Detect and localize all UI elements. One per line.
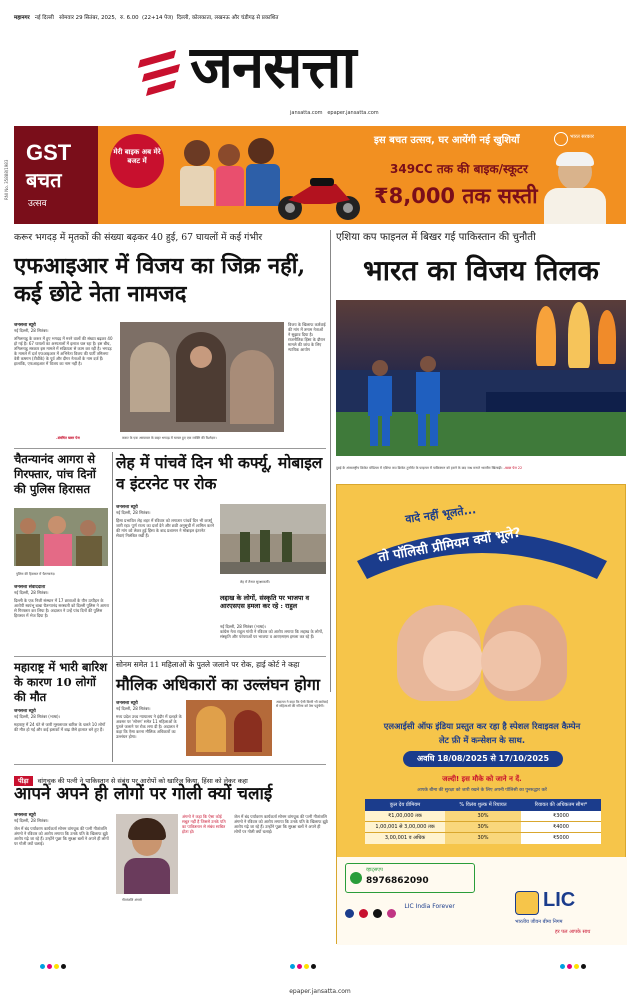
lic-period-badge [403, 751, 563, 767]
maharashtra-byline: जनसत्ता ब्यूरो [14, 709, 36, 714]
leh-text-column [116, 504, 214, 652]
lic-cell: ₹1,00,000 तक [388, 813, 422, 819]
stadium-board [486, 392, 626, 412]
masthead-title: जनसत्ता [190, 33, 356, 101]
karur-jump[interactable]: –संबंधित खबर पेज [56, 436, 80, 440]
leh-body: हिंसा प्रभावित लेह शहर में रविवार को लगातार पांचवें दिन भी कर्फ्यू जारी रहा। पूर्ण राज्य का दर्जा देने और छठी अनुसूची में शामिल करने की मांग को लेकर हुई हिंसा के बाद प्रशासन ने मोबाइल इंटरनेट सेवाएं निलंबित रखी हैं। [116, 518, 214, 538]
facebook-icon[interactable] [345, 909, 354, 918]
lic-brand-hindi: भारतीय जीवन बीमा निगम [515, 919, 563, 925]
lic-table-header [365, 799, 601, 811]
asia-caption [336, 466, 626, 470]
chaitanya-headline: चैतन्यानंद आगरा से गिरफ्तार, पांच दिनों की पुलिस हिरासत [14, 452, 96, 496]
sonam-caption-column [276, 700, 328, 760]
lic-cell: ₹5000 [521, 833, 601, 844]
wangchuk-strap-row [14, 768, 326, 785]
wangchuk-dateline: नई दिल्ली, 28 सितंबर। [14, 818, 49, 823]
lic-banner-line2: तो पॉलिसी प्रीमियम क्यों भूले? [377, 525, 523, 566]
leh-photo [220, 504, 326, 574]
whatsapp-icon [350, 872, 362, 884]
karur-side-text: विजय के खिलाफ कार्रवाई की मांग में तमाम नेताओं ने सुझाव दिया है। राजनीतिक हिंसा के दौरान मामले की जांच के लिए न्यायिक आयोग [288, 322, 326, 352]
registration-marks-right [560, 954, 588, 973]
gst-bubble-text: मेरी बाइक अब मेरे बजट में [113, 148, 161, 165]
sonam-text-column [116, 700, 182, 762]
instagram-icon[interactable] [387, 909, 396, 918]
lic-cell: 30% [445, 811, 521, 821]
karur-photo [120, 322, 284, 432]
asia-headline: भारत का विजय तिलक [363, 254, 599, 287]
ladakh-subhead: लद्दाख के लोगों, संस्कृति पर भाजपा व आरएसएस हमला कर रहे : राहुल [220, 594, 310, 610]
lic-cell: 30% [445, 822, 521, 832]
chaitanya-photo [14, 508, 108, 566]
chaitanya-body: दिल्ली के एक निजी संस्थान में 17 छात्राओं के यौन उत्पीड़न के आरोपी स्वयंभू बाबा चैतन्यानंद सरस्वती को दिल्ली पुलिस ने आगरा से गिरफ्तार कर लिया है। अदालत ने उन्हें पांच दिनों की पुलिस हिरासत में भेज दिया है। [14, 598, 109, 618]
social-handle[interactable]: LIC India Forever [404, 903, 455, 910]
lic-logo-block [515, 889, 621, 939]
karur-byline: जनसत्ता ब्यूरो [14, 323, 36, 328]
registration-marks-center [290, 954, 318, 973]
published-from: दिल्ली, कोलकाता, लखनऊ और चंडीगढ़ से प्रकाशित [176, 15, 279, 21]
wangchuk-strap: वांगचुक की पत्नी ने पाकिस्तान से संबंध पर आरोपों को खारिज किया, हिंसा को लेकर कहा [37, 777, 248, 785]
gst-brand-line2: बचत [26, 168, 62, 192]
gst-headline: इस बचत उत्सव, घर आयेंगी नई खुशियाँ [374, 135, 520, 146]
lic-cell: 30% [445, 833, 521, 844]
sonam-caption: अदालत ने कहा कि ऐसी किसी भी कार्रवाई से महिलाओं की गरिमा को ठेस पहुंचेगी। [276, 700, 328, 709]
whatsapp-label: व्हाट्सएप [366, 867, 383, 873]
jansatta-logo-mark [136, 46, 186, 96]
lic-th-concession: % विलंब शुल्क में रियायत [459, 802, 507, 808]
sonam-byline: जनसत्ता ब्यूरो [116, 701, 138, 706]
column-rule [112, 452, 113, 762]
angmo-photo [116, 814, 178, 894]
wangchuk-kicker: पीड़ा [14, 776, 33, 786]
sonam-body: मध्य प्रदेश उच्च न्यायालय ने इंदौर में दशहरे के अवसर पर 'सोनम' समेत 11 महिलाओं के पुतले जलाने पर रोक लगा दी है। अदालत ने कहा कि ऐसा करना मौलिक अधिकारों का उल्लंघन होगा। [116, 714, 182, 739]
lic-footer-panel [337, 857, 627, 945]
leh-caption: लेह में तैनात सुरक्षाकर्मी। [240, 580, 270, 584]
gst-brand-panel [14, 126, 98, 224]
youtube-icon[interactable] [359, 909, 368, 918]
lic-th-max: रियायत की अधिकतम सीमा* [534, 802, 588, 808]
wangchuk-body-continued: जेल में बंद पर्यावरण कार्यकर्ता सोनम वांगचुक की पत्नी गीतांजलि अंगमो ने रविवार को आरोप लगाया कि उनके पति के खिलाफ झूठे आरोप गढ़े जा रहे हैं। उन्होंने पूछा कि सुरक्षा बलों ने अपने ही लोगों पर गोली क्यों चलाई। [234, 814, 328, 834]
leh-headline: लेह में पांचवें दिन भी कर्फ्यू, मोबाइल व इंटरनेट पर रोक [116, 453, 323, 493]
top-strip [14, 14, 626, 23]
wangchuk-quote: अंगमो ने कहा कि ऐसा कोई सबूत नहीं है जिससे उनके पति का पाकिस्तान से संबंध साबित होता हो। [182, 814, 226, 834]
sonam-dateline: नई दिल्ली, 28 सितंबर। [116, 706, 151, 711]
website[interactable]: jansatta.com [290, 110, 323, 116]
lic-cell: 1,00,001 से 3,00,000 तक [375, 824, 435, 830]
karur-side-column [288, 322, 326, 432]
sonam-headline: मौलिक अधिकारों का उल्लंघन होगा [116, 675, 320, 694]
website-line [290, 110, 379, 116]
column-rule [330, 230, 331, 692]
lic-line1: एलआईसी ऑफ इंडिया प्रस्तुत कर रहा है स्पेशल रिवाइवल कैम्पेन [383, 721, 581, 731]
epaper-link[interactable]: epaper.jansatta.com [327, 110, 379, 116]
divider [14, 764, 326, 765]
wangchuk-quote-column [182, 814, 230, 894]
lic-period: अवधि 18/08/2025 से 17/10/2025 [416, 754, 550, 763]
lic-table-row [365, 833, 601, 844]
chaitanya-caption: पुलिस की हिरासत में चैतन्यानंद। [16, 572, 56, 576]
gst-brand-line3: उत्सव [28, 199, 47, 209]
wangchuk-byline: जनसत्ता ब्यूरो [14, 813, 36, 818]
gst-offer-line: 349CC तक की बाइक/स्कूटर [390, 162, 528, 176]
leh-dateline: नई दिल्ली, 28 सितंबर। [116, 510, 151, 515]
leh-byline: जनसत्ता ब्यूरो [116, 505, 138, 510]
maharashtra-headline: महाराष्ट्र में भारी बारिश के कारण 10 लोगों की मौत [14, 660, 108, 704]
sonam-strap: सोनम समेत 11 महिलाओं के पुतले जलाने पर रोक, हाई कोर्ट ने कहा [116, 660, 300, 669]
chaitanya-dateline: नई दिल्ली, 28 सितंबर। [14, 590, 49, 595]
cricket-photo [336, 300, 626, 456]
registration-marks-left [40, 954, 68, 973]
lic-ad[interactable] [336, 484, 626, 944]
lic-banner-line1: वादे नहीं भूलते... [404, 503, 477, 526]
issue-date: सोमवार 29 सितंबर, 2025, [59, 15, 117, 21]
karur-dateline: नई दिल्ली, 28 सितंबर। [14, 328, 49, 333]
masthead [130, 32, 500, 102]
imprint-vertical: RNI No. 35888/1983 [4, 159, 9, 200]
wangchuk-headline: आपने अपने ही लोगों पर गोली क्यों चलाई [14, 784, 273, 804]
wangchuk-body: जेल में बंद पर्यावरण कार्यकर्ता सोनम वांगचुक की पत्नी गीतांजलि अंगमो ने रविवार को आरोप लगाया कि उनके पति के खिलाफ झूठे आरोप गढ़े जा रहे हैं। उन्होंने पूछा कि सुरक्षा बलों ने अपने ही लोगों पर गोली क्यों चलाई। [14, 826, 109, 846]
effigy-photo [186, 700, 272, 756]
hands-illustration [387, 585, 577, 705]
gst-bubble [110, 134, 164, 188]
lic-cell: ₹4000 [521, 822, 601, 832]
footer-url[interactable]: epaper.jansatta.com [289, 988, 351, 995]
pm-portrait [534, 152, 614, 224]
maharashtra-body: महाराष्ट्र में 24 घंटे से जारी मूसलाधार बारिश के चलते 10 लोगों की मौत हो गई और कई इलाकों में बाढ़ जैसे हालात बने हुए हैं। [14, 722, 106, 732]
x-icon[interactable] [373, 909, 382, 918]
page-count: (22+14 पेज) [142, 15, 174, 21]
asia-caption-credit[interactable]: –खबर पेज 22 [503, 466, 523, 470]
lic-table-row [365, 822, 601, 833]
lic-tagline: हर पल आपके साथ [555, 929, 591, 935]
lic-emblem-icon [515, 891, 539, 915]
lic-table-row [365, 811, 601, 822]
govt-emblem-icon [554, 132, 568, 146]
asia-caption-text: दुबई के अंतरराष्ट्रीय क्रिकेट स्टेडियम में एशिया कप क्रिकेट टूर्नामेंट के फाइनल में पाकिस्तान को हराने के बाद जश्न मनाते भारतीय खिलाड़ी। [336, 466, 503, 470]
divider [14, 448, 326, 449]
maharashtra-dateline: नई दिल्ली, 28 सितंबर (भाषा)। [14, 714, 61, 719]
wangchuk-text-column [14, 812, 110, 942]
gst-ad[interactable] [14, 126, 626, 224]
lic-whatsapp-block[interactable] [345, 863, 475, 893]
gst-brand-line1: GST [26, 140, 72, 165]
karur-photo-caption: करूर के एक अस्पताल के बाहर भगदड़ में घायल हुए एक व्यक्ति की रिश्तेदार। [122, 436, 217, 440]
chaitanya-byline: जनसत्ता संवाददाता [14, 585, 46, 590]
lic-table [365, 799, 601, 844]
lic-note: आपके बीमा की सुरक्षा को जारी रखने के लिए अपनी पॉलिसी का पुनरुद्धार करें [417, 788, 547, 793]
karur-body: तमिलनाडु के करूर में हुए भगदड़ में मरने वालों की संख्या बढ़कर 40 हो गई है। 67 घायलों का अस्पतालों में इलाज चल रहा है। इस बीच, तमिलनाडु सरकार इस मामले में सक्रियता से काम कर रही है। भगदड़ के मामले में दर्ज एफआइआर में अभिनेता विजय की पार्टी तमिलगा वेत्री कषगम (टीवीके) के पूर्व और दीगर नेताओं के नाम दर्ज हैं। हालांकि, एफआइआर में विजय का नाम नहीं है। [14, 336, 113, 366]
lic-cta: जल्दी! इस मौके को जाने न दें. [442, 775, 522, 783]
divider [14, 656, 326, 657]
maharashtra-text-column [14, 708, 110, 762]
price: रु. 6.00 [119, 15, 139, 21]
motorbike-image [274, 166, 364, 222]
govt-tag: भारत सरकार [570, 134, 594, 140]
lic-brand: LIC [543, 889, 576, 911]
karur-strap: करूर भगदड़ में मृतकों की संख्या बढ़कर 40 हुई, 67 घायलों में कई गंभीर [14, 232, 263, 243]
chaitanya-text-column [14, 584, 110, 650]
karur-headline: एफआइआर में विजय का जिक्र नहीं, कई छोटे नेता नामजद [14, 253, 306, 307]
ladakh-dateline: नई दिल्ली, 28 सितंबर (भाषा)। [220, 624, 267, 629]
ladakh-body: कांग्रेस नेता राहुल गांधी ने रविवार को आरोप लगाया कि लद्दाख के लोगों, संस्कृति और परंपराओं पर भाजपा व आरएसएस हमला कर रहे हैं। [220, 629, 324, 639]
lic-cell: 3,00,001 व अधिक [384, 835, 426, 841]
ladakh-text [220, 624, 326, 654]
asia-strap: एशिया कप फाइनल में बिखर गई पाकिस्तान की चुनौती [336, 232, 536, 243]
karur-text-column [14, 322, 114, 444]
angmo-caption: गीतांजलि अंगमो [122, 898, 142, 902]
edition-city: नई दिल्ली [34, 15, 54, 21]
wangchuk-right-column [234, 814, 328, 942]
lic-line2: लेट फ़ी में कन्सेशन के साथ. [438, 735, 526, 745]
edition-label: महानगर [14, 15, 30, 21]
lic-cell: ₹3000 [521, 811, 601, 821]
lic-th-premium: कुल देय प्रीमियम [389, 802, 421, 808]
whatsapp-number[interactable]: 8976862090 [366, 876, 429, 886]
gst-offer-amount: ₹8,000 तक सस्ती [374, 184, 538, 208]
social-icons [345, 903, 485, 915]
